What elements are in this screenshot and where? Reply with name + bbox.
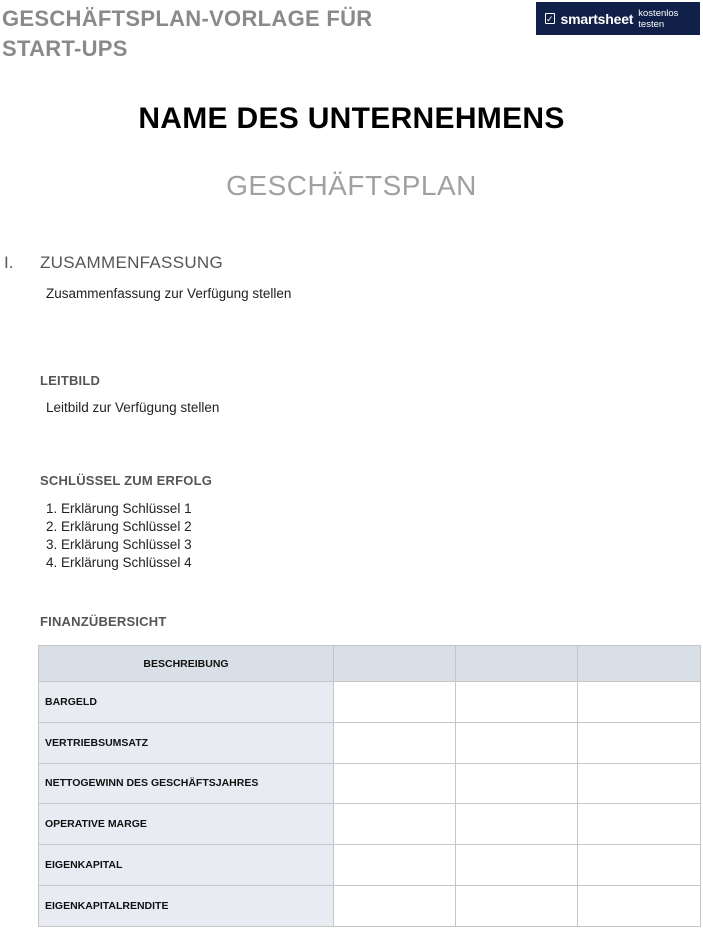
- table-row: [39, 804, 701, 845]
- mission-text: Leitbild zur Verfügung stellen: [46, 400, 220, 415]
- table-row: [39, 885, 701, 926]
- value-cell[interactable]: [456, 845, 578, 886]
- value-cell[interactable]: [456, 722, 578, 763]
- value-cell[interactable]: [334, 722, 456, 763]
- column-header-description: BESCHREIBUNG: [39, 646, 334, 682]
- table-row: [39, 722, 701, 763]
- value-cell[interactable]: [334, 763, 456, 804]
- value-cell[interactable]: [578, 885, 701, 926]
- company-name: NAME DES UNTERNEHMENS: [138, 102, 565, 135]
- key-item: 3. Erklärung Schlüssel 3: [46, 537, 192, 552]
- value-cell[interactable]: [334, 804, 456, 845]
- value-cell[interactable]: [456, 885, 578, 926]
- keys-heading: SCHLÜSSEL ZUM ERFOLG: [40, 473, 213, 488]
- row-label: OPERATIVE MARGE: [39, 804, 334, 845]
- trial-label: kostenlos testen: [638, 7, 679, 30]
- smartsheet-brand: smartsheet: [560, 10, 634, 27]
- value-cell[interactable]: [456, 804, 578, 845]
- value-cell[interactable]: [456, 682, 578, 723]
- table-row: [39, 763, 701, 804]
- row-label: VERTRIEBSUMSATZ: [39, 722, 334, 763]
- row-label: EIGENKAPITAL: [39, 845, 334, 886]
- table-header-row: [39, 646, 701, 682]
- key-item: 2. Erklärung Schlüssel 2: [46, 519, 192, 534]
- section-number: I.: [4, 253, 14, 272]
- table-row: [39, 682, 701, 723]
- section-title: ZUSAMMENFASSUNG: [40, 253, 224, 272]
- summary-text: Zusammenfassung zur Verfügung stellen: [46, 286, 292, 301]
- key-item: 4. Erklärung Schlüssel 4: [46, 555, 192, 570]
- value-cell[interactable]: [578, 722, 701, 763]
- finance-heading: FINANZÜBERSICHT: [40, 614, 167, 629]
- key-item: 1. Erklärung Schlüssel 1: [46, 501, 192, 516]
- value-cell[interactable]: [334, 845, 456, 886]
- value-cell[interactable]: [578, 763, 701, 804]
- table-row: [39, 845, 701, 886]
- value-cell[interactable]: [578, 845, 701, 886]
- column-header[interactable]: [578, 646, 701, 682]
- row-label: NETTOGEWINN DES GESCHÄFTSJAHRES: [39, 763, 334, 804]
- smartsheet-logo-icon: ✓: [546, 14, 554, 24]
- smartsheet-trial-button[interactable]: [536, 2, 700, 35]
- column-header[interactable]: [456, 646, 578, 682]
- finance-table: [38, 645, 701, 927]
- row-label: BARGELD: [39, 682, 334, 723]
- value-cell[interactable]: [578, 682, 701, 723]
- document-subtitle: GESCHÄFTSPLAN: [226, 170, 477, 201]
- row-label: EIGENKAPITALRENDITE: [39, 885, 334, 926]
- keys-list: [46, 500, 192, 572]
- value-cell[interactable]: [578, 804, 701, 845]
- value-cell[interactable]: [334, 682, 456, 723]
- value-cell[interactable]: [334, 885, 456, 926]
- value-cell[interactable]: [456, 763, 578, 804]
- column-header[interactable]: [334, 646, 456, 682]
- mission-heading: LEITBILD: [40, 373, 101, 388]
- template-title: GESCHÄFTSPLAN-VORLAGE FÜR START-UPS: [2, 6, 373, 61]
